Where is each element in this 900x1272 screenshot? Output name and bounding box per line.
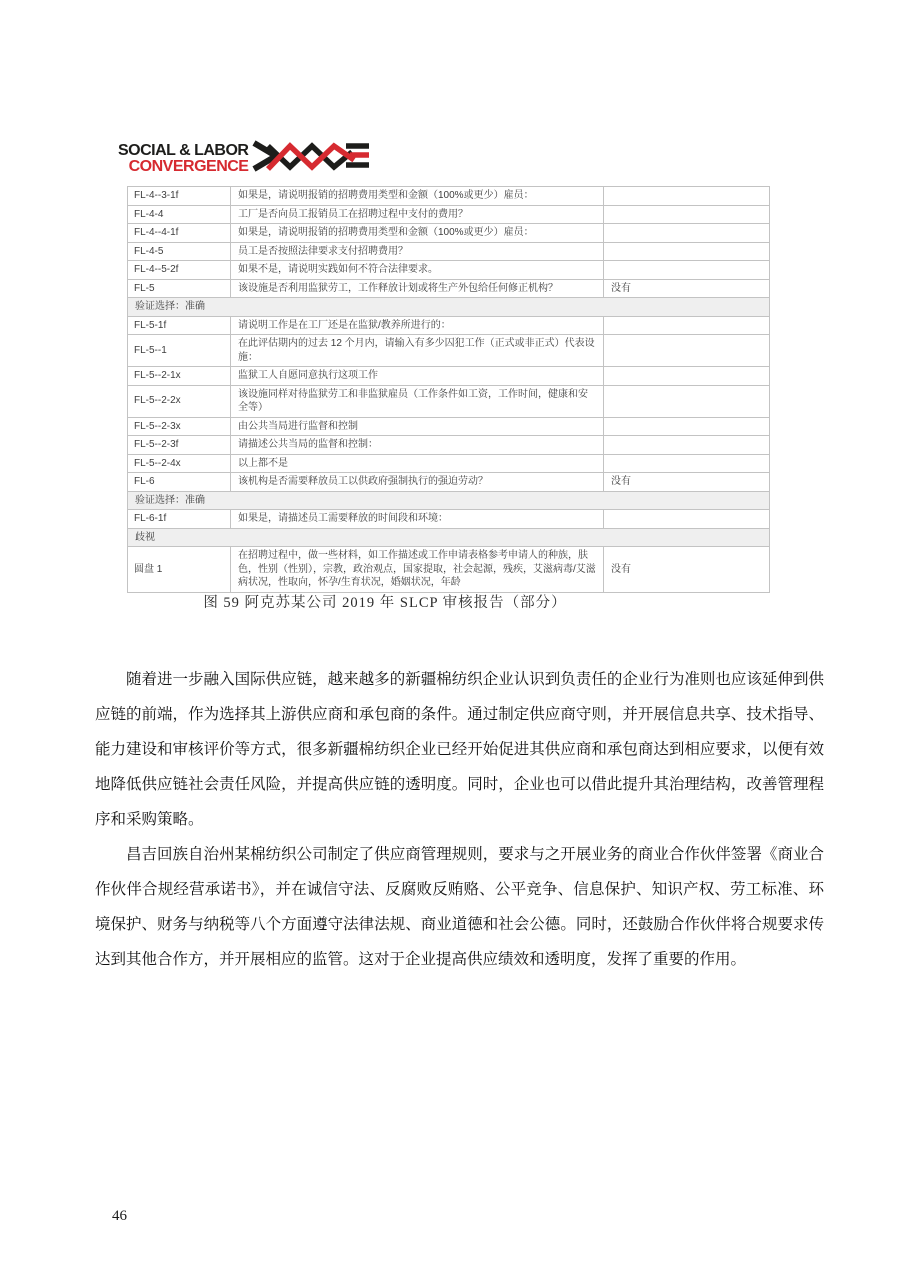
slcp-logo-text [118,143,248,175]
question-text: 工厂是否向员工报销员工在招聘过程中支付的费用？ [231,205,604,224]
answer-text [604,242,770,261]
answer-text [604,510,770,529]
figure-caption: 图 59 阿克苏某公司 2019 年 SLCP 审核报告（部分） [203,595,567,611]
answer-text [604,436,770,455]
braid-weave-icon [252,134,370,183]
question-text: 该设施是否利用监狱劳工，工作释放计划或将生产外包给任何修正机构？ [231,279,604,298]
table-row [128,242,770,261]
audit-report-table [127,186,769,593]
section-row [128,298,770,317]
audit-table-body [128,187,770,593]
question-code: FL-4--5-2f [128,261,231,280]
question-code: FL-5--2-4x [128,454,231,473]
question-code: FL-4-5 [128,242,231,261]
table-row [128,367,770,386]
question-code: FL-6-1f [128,510,231,529]
body-text [95,662,824,977]
section-label: 歧视 [128,528,770,547]
body-paragraph: 随着进一步融入国际供应链，越来越多的新疆棉纺织企业认识到负责任的企业行为准则也应该延伸到供应链的前端，作为选择其上游供应商和承包商的条件。通过制定供应商守则，并开展信息共享、技术指导、能力建设和审核评价等方式，很多新疆棉纺织企业已经开始促进其供应商和承包商达到相应要求，以便有效地降低供应链社会责任风险，并提高供应链的透明度。同时，企业也可以借此提升其治理结构，改善管理程序和采购策略。 [95,671,824,828]
question-text: 该机构是否需要释放员工以供政府强制执行的强迫劳动？ [231,473,604,492]
question-code: FL-6 [128,473,231,492]
question-code: FL-4--3-1f [128,187,231,206]
answer-text [604,316,770,335]
table-row [128,417,770,436]
answer-text: 没有 [604,473,770,492]
question-text: 如果是，请说明报销的招聘费用类型和金额（100%或更少）雇员： [231,187,604,206]
question-text: 在招聘过程中，做一些材料，如工作描述或工作申请表格参考申请人的种族，肤色，性别（性别），宗教，政治观点，国家提取，社会起源，残疾，艾滋病毒/艾滋病状况，性取向，怀孕/生育状况，婚姻状况，年龄 [231,547,604,593]
section-label: 验证选择：准确 [128,491,770,510]
answer-text: 没有 [604,547,770,593]
answer-text [604,187,770,206]
question-code: 圆盘 1 [128,547,231,593]
table-row [128,316,770,335]
section-label: 验证选择：准确 [128,298,770,317]
answer-text [604,454,770,473]
page-number: 46 [112,1208,127,1224]
section-row [128,491,770,510]
question-code: FL-4--4-1f [128,224,231,243]
table-row [128,385,770,417]
question-code: FL-5 [128,279,231,298]
question-code: FL-5--2-1x [128,367,231,386]
question-text: 以上都不是 [231,454,604,473]
answer-text [604,224,770,243]
question-code: FL-5--1 [128,335,231,367]
table-row [128,510,770,529]
section-row [128,528,770,547]
question-code: FL-5--2-3f [128,436,231,455]
answer-text [604,261,770,280]
table-row [128,454,770,473]
question-text: 该设施同样对待监狱劳工和非监狱雇员（工作条件如工资，工作时间，健康和安全等） [231,385,604,417]
table-row [128,547,770,593]
question-code: FL-5-1f [128,316,231,335]
question-text: 如果是，请说明报销的招聘费用类型和金额（100%或更少）雇员： [231,224,604,243]
logo-line1: SOCIAL & LABOR [118,141,249,159]
table-row [128,205,770,224]
table-row [128,224,770,243]
question-text: 由公共当局进行监督和控制 [231,417,604,436]
question-text: 监狱工人自愿同意执行这项工作 [231,367,604,386]
answer-text [604,205,770,224]
logo-line2: CONVERGENCE [128,157,249,175]
question-code: FL-4-4 [128,205,231,224]
table-row [128,436,770,455]
table-row [128,279,770,298]
answer-text [604,335,770,367]
slcp-logo [118,134,370,183]
question-text: 请说明工作是在工厂还是在监狱/教养所进行的： [231,316,604,335]
answer-text [604,367,770,386]
table-row [128,335,770,367]
answer-text [604,417,770,436]
answer-text: 没有 [604,279,770,298]
question-text: 请描述公共当局的监督和控制： [231,436,604,455]
question-text: 如果是，请描述员工需要释放的时间段和环境： [231,510,604,529]
table-row [128,261,770,280]
table-row [128,473,770,492]
question-text: 如果不是，请说明实践如何不符合法律要求。 [231,261,604,280]
body-paragraph: 昌吉回族自治州某棉纺织公司制定了供应商管理规则，要求与之开展业务的商业合作伙伴签署《商业合作伙伴合规经营承诺书》，并在诚信守法、反腐败反贿赂、公平竞争、信息保护、知识产权、劳工标准、环境保护、财务与纳税等八个方面遵守法律法规、商业道德和社会公德。同时，还鼓励合作伙伴将合规要求传达到其他合作方，并开展相应的监管。这对于企业提高供应绩效和透明度，发挥了重要的作用。 [95,846,824,968]
question-text: 员工是否按照法律要求支付招聘费用？ [231,242,604,261]
answer-text [604,385,770,417]
table-row [128,187,770,206]
question-code: FL-5--2-2x [128,385,231,417]
question-code: FL-5--2-3x [128,417,231,436]
question-text: 在此评估期内的过去 12 个月内，请输入有多少囚犯工作（正式或非正式）代表设施： [231,335,604,367]
